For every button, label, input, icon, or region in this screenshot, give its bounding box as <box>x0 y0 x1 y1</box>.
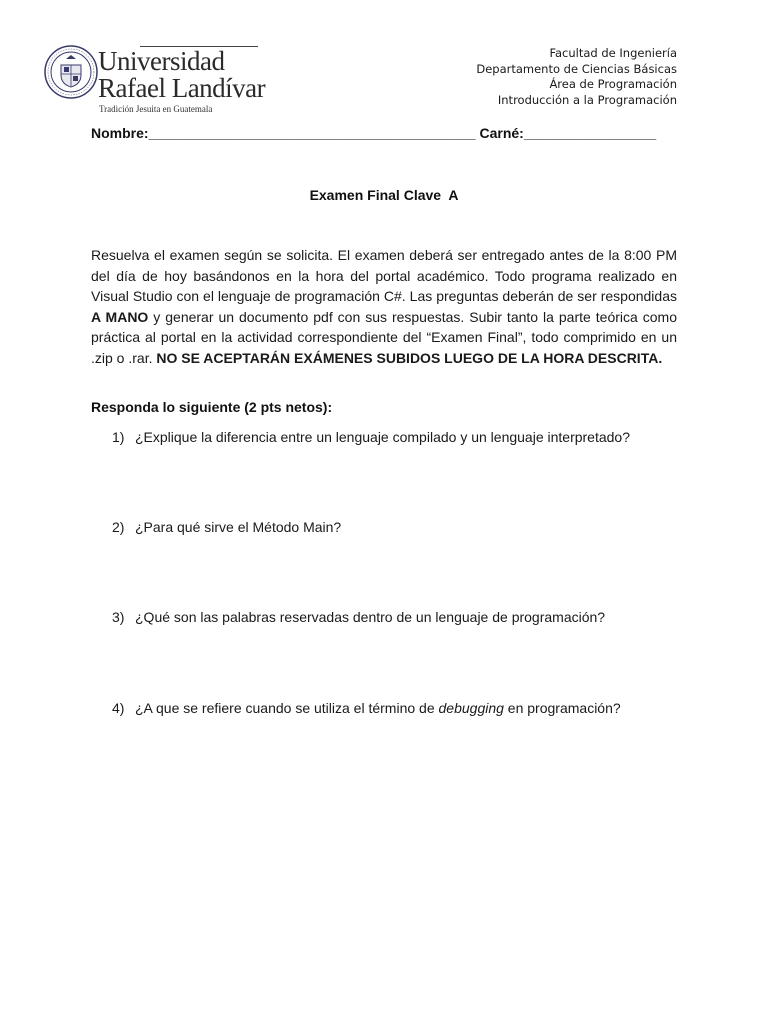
question-3 <box>112 609 605 625</box>
student-info-line <box>91 125 656 141</box>
question-text-emphasis: debugging <box>438 700 504 716</box>
question-text-post: en programación? <box>503 700 621 716</box>
area-label: Área de Programación <box>549 77 677 91</box>
question-1 <box>112 429 630 445</box>
instructions-bold1: A MANO <box>91 308 149 325</box>
question-text: ¿Explique la diferencia entre un lenguaje compilado y un lenguaje interpretado? <box>135 429 630 445</box>
question-number: 3) <box>112 609 125 625</box>
university-seal-icon <box>44 45 98 99</box>
question-number: 4) <box>112 700 125 716</box>
question-text-pre: ¿A que se refiere cuando se utiliza el término de <box>135 700 439 716</box>
question-4 <box>112 700 621 716</box>
name-label: Nombre: <box>91 125 149 141</box>
university-logo <box>44 40 264 120</box>
question-number: 1) <box>112 429 125 445</box>
carne-label: Carné: <box>479 125 524 141</box>
course-label: Introducción a la Programación <box>497 92 677 107</box>
department-label: Departamento de Ciencias Básicas <box>476 61 677 76</box>
instructions-bold2: NO SE ACEPTARÁN EXÁMENES SUBIDOS LUEGO DE LA HORA DESCRITA. <box>156 349 663 366</box>
logo-tagline: Tradición Jesuita en Guatemala <box>99 104 213 114</box>
instructions-part2: y generar un documento pdf con sus respuestas. Subir tanto la parte teórica como práctica al portal en la actividad correspondiente del “Examen Final”, todo comprimido en un .zip o .rar. <box>91 308 677 366</box>
question-text: ¿Qué son las palabras reservadas dentro de un lenguaje de programación? <box>135 609 606 625</box>
section-title: Responda lo siguiente (2 pts netos): <box>91 399 333 415</box>
logo-name-line1: Universidad <box>98 46 225 76</box>
question-number: 2) <box>112 519 125 535</box>
instructions-paragraph <box>91 245 677 368</box>
question-2 <box>112 519 341 535</box>
department-info <box>476 46 677 108</box>
instructions-part1: Resuelva el examen según se solicita. El examen deberá ser entregado antes de la 8:00 PM del día de hoy basándonos en la hora del portal académico. Todo programa realizado en Visual Studio con el lenguaje de programación C#. Las preguntas deberán de ser respondidas <box>91 247 677 304</box>
name-blank: __________________________________________ <box>148 125 476 141</box>
question-text: ¿Para qué sirve el Método Main? <box>135 519 342 535</box>
faculty-label: Facultad de Ingeniería <box>549 46 677 60</box>
logo-name-line2: Rafael Landívar <box>98 73 266 103</box>
exam-title: Examen Final Clave A <box>309 187 459 203</box>
carne-blank: _________________ <box>523 125 657 141</box>
